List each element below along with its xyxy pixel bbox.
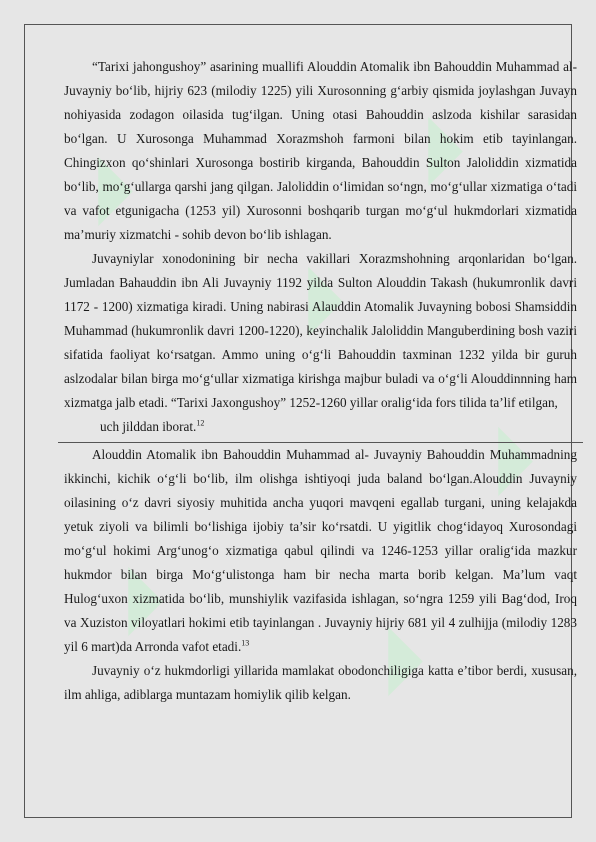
- paragraph-1: “Tarixi jahongushoy” asarining muallifi Alouddin Atomalik ibn Bahouddin Muhammad al- Juvayniy bo‘lib, hijriy 623 (milodiy 1225) yili Xurosonning g‘arbiy qismida joylashgan Juvayn nohiyasida zodagon oilasida tug‘ilgan. Uning otasi Bahouddin aslzoda kishilar sarasidan bo‘lgan. U Xurosonga Muhammad Xorazmshoh farmoni bilan hokim etib tayinlangan. Chingizxon qo‘shinlari Xurosonga bostirib kirganda, Bahouddin Sulton Jaloliddin xizmatida bo‘lib, mo‘g‘ullarga qarshi jang qilgan. Jaloliddin o‘limidan so‘ngn, mo‘g‘ullar xizmatiga o‘tadi va vafot etgunigacha (1253 yil) Xurosonni boshqarib turgan mo‘g‘ul hukmdorlari xizmatida ma’muriy xizmatchi - sohib devon bo‘lib ishlagan.: [64, 59, 577, 242]
- paragraph-3-text: Alouddin Atomalik ibn Bahouddin Muhammad al- Juvayniy Bahouddin Muhammadning ikkinchi, kichik o‘g‘li bo‘lib, ilm olishga ishtiyoqi juda baland bo‘lgan.Alouddin Juvayniy oilasining o‘z davri siyosiy muhitida ancha yuqori mavqeni egallab turgani, uning kelajakda yetuk ziyoli va bilimli bo‘lishiga ijobiy ta’sir ko‘rsatdi. U yigitlik chog‘idayoq Xurosondagi mo‘g‘ul hokimi Arg‘unog‘o xizmatiga qabul qilindi va 1246-1253 yillar oralig‘ida mazkur hukmdor bilan birga Mo‘g‘ulistonga ham bir necha marta borib kelgan. Ma’lum vaqt Hulog‘uxon xizmatida bo‘lib, munshiylik vazifasida ishlagan, so‘ngra 1259 yili Bag‘dod, Iroq va Xuziston viloyatlari hokimi etib tayinlangan . Juvayniy hijriy 681 yil 4 zulhijja (milodiy 1283 yil 6 mart)da Arronda vafot etadi.: [64, 447, 577, 654]
- watermark-glyph: ◢: [261, 252, 352, 342]
- paragraph-2: Juvayniylar xonodonining bir necha vakillari Xorazmshohning arqonlaridan bo‘lgan. Jumladan Bahauddin ibn Ali Juvayniy 1192 yilda Sulton Alouddin Takash (hukumronlik davri 1172 - 1200) xizmatiga kiradi. Uning nabirasi Alauddin Atomalik Juvayning bobosi Shamsiddin Muhammad (hukumronlik davri 1200-1220), keyinchalik Jaloliddin Manguberdining bosh vaziri sifatida faoliyat ko‘rsatgan. Ammo uning o‘g‘li Bahouddin taxminan 1232 yilda bir guruh aslzodalar bilan birga mo‘g‘ullar xizmatiga kirishga majbur buladi va o‘g‘li Alouddinnning ham xizmatga jalb etadi. “Tarixi Jaxongushoy” 1252-1260 yillar oralig‘ida fors tilida ta’lif etilgan,: [64, 251, 577, 410]
- footnote-ref[interactable]: 12: [196, 418, 205, 428]
- watermark-glyph: ◢: [381, 102, 472, 192]
- paragraph-2-tail-text: uch jilddan iborat.: [100, 419, 197, 434]
- paragraph-4: Juvayniy o‘z hukmdorligi yillarida mamlakat obodonchiligiga katta e’tibor berdi, xususan, ilm ahliga, adiblarga muntazam homiylik qilib kelgan.: [64, 663, 577, 702]
- paragraph-3: [64, 443, 577, 659]
- watermark-glyph: ◢: [341, 612, 432, 702]
- footnote-ref[interactable]: 13: [241, 638, 250, 648]
- watermark-glyph: ◢: [51, 142, 142, 232]
- paragraph-2-tail: [64, 415, 577, 439]
- watermark-glyph: ◢: [451, 412, 542, 502]
- document-body: [64, 55, 577, 707]
- watermark-glyph: ◢: [81, 552, 172, 642]
